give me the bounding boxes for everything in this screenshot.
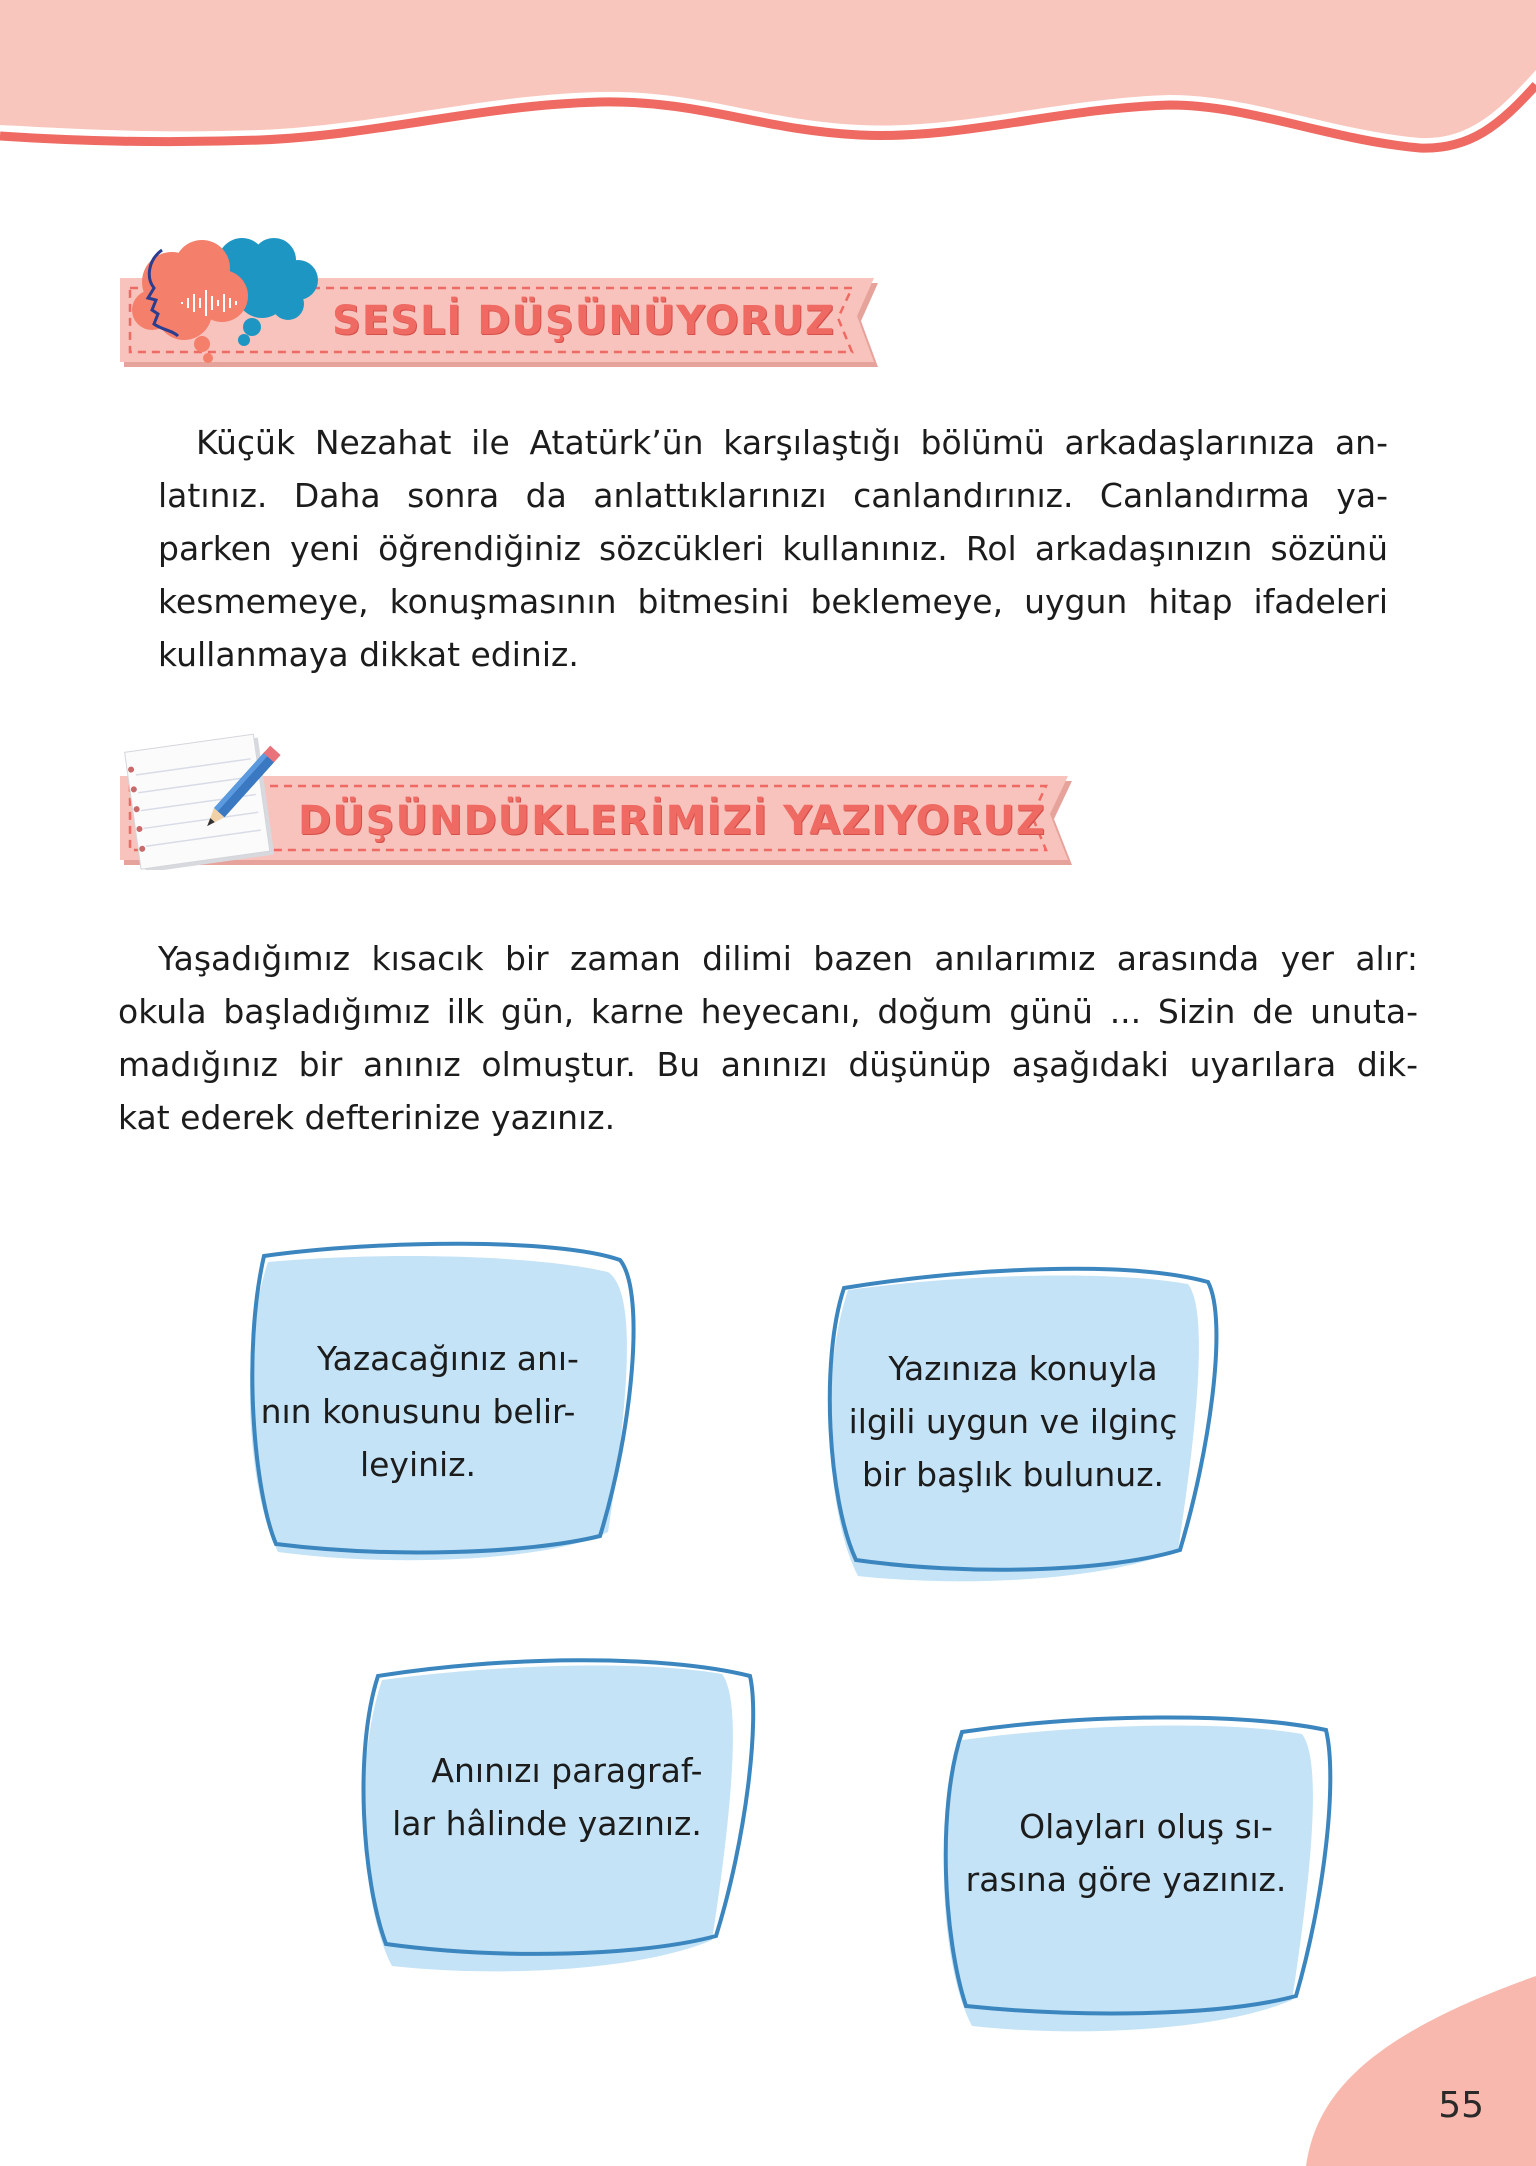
paragraph-sesli	[158, 416, 1388, 681]
section-title-yaziyoruz: DÜŞÜNDÜKLERİMİZİ YAZIYORUZ	[298, 798, 1046, 844]
paragraph-yaziyoruz	[118, 932, 1418, 1144]
card-line: lar hâlinde yazınız.	[392, 1804, 702, 1843]
tip-card-text	[372, 1744, 722, 1850]
tip-card-konu	[228, 1232, 648, 1582]
paragraph-line: Yaşadığımız kısacık bir zaman dilimi bazen anılarımız arasında yer alır:	[158, 939, 1418, 978]
paragraph-line: kesmemeye, konuşmasının bitmesini beklemeye, uygun hitap ifadeleri	[158, 582, 1388, 621]
tip-card-sira	[922, 1700, 1342, 2050]
notepad-pencil-icon	[112, 720, 292, 870]
paragraph-line: Küçük Nezahat ile Atatürk’ün karşılaştığı bölümü arkadaşlarınıza an-	[196, 423, 1388, 462]
paragraph-line: kullanmaya dikkat ediniz.	[158, 635, 579, 674]
card-line: Yazacağınız anı-	[317, 1339, 579, 1378]
card-line: Olayları oluş sı-	[1019, 1807, 1273, 1846]
tip-card-baslik	[808, 1250, 1228, 1600]
tip-card-paragraf	[342, 1640, 762, 1990]
card-line: Yazınıza konuyla	[888, 1349, 1158, 1388]
corner-blob-decoration	[1306, 1976, 1536, 2166]
tip-card-text	[248, 1332, 588, 1491]
card-line: bir başlık bulunuz.	[861, 1455, 1165, 1494]
thinking-head-icon	[112, 232, 322, 372]
card-line: leyiniz.	[359, 1445, 477, 1484]
card-line: Anınızı paragraf-	[431, 1751, 703, 1790]
section-title-sesli: SESLİ DÜŞÜNÜYORUZ	[332, 298, 835, 344]
paragraph-line: madığınız bir anınız olmuştur. Bu anınızı düşünüp aşağıdaki uyarılara dik-	[118, 1045, 1418, 1084]
section-banner-sesli	[112, 232, 882, 382]
paragraph-line: kat ederek defterinize yazınız.	[118, 1098, 616, 1137]
card-line: ilgili uygun ve ilginç	[848, 1402, 1178, 1441]
paragraph-line: latınız. Daha sonra da anlattıklarınızı canlandırınız. Canlandırma ya-	[158, 476, 1388, 515]
header-wave-decoration	[0, 0, 1536, 160]
card-line: nın konusunu belir-	[260, 1392, 576, 1431]
paragraph-line: parken yeni öğrendiğiniz sözcükleri kullanınız. Rol arkadaşınızın sözünü	[158, 529, 1388, 568]
section-banner-yaziyoruz	[112, 720, 1072, 880]
tip-card-text	[838, 1342, 1188, 1501]
paragraph-line: okula başladığımız ilk gün, karne heyecanı, doğum günü ... Sizin de unuta-	[118, 992, 1418, 1031]
tip-card-text	[946, 1800, 1306, 1906]
card-line: rasına göre yazınız.	[965, 1860, 1287, 1899]
page-number: 55	[1438, 2085, 1484, 2126]
